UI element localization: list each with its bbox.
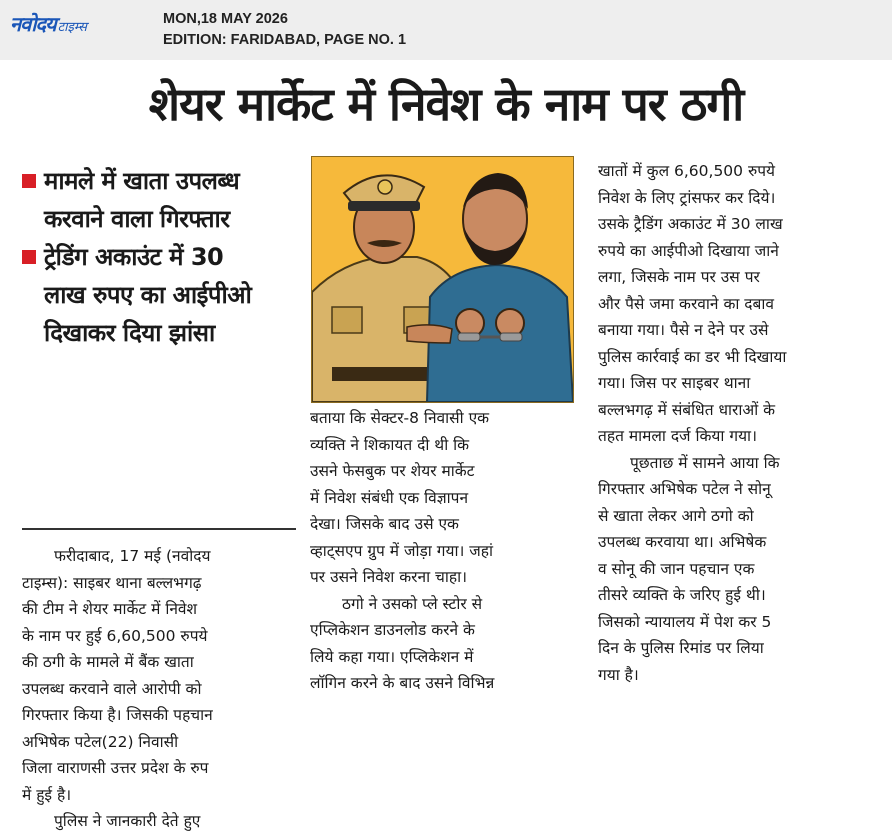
text-line: लगा, जिसके नाम पर उस पर xyxy=(598,268,760,286)
text-line: फरीदाबाद, 17 मई (नवोदय xyxy=(54,547,211,565)
logo-subtext: टाइम्स xyxy=(57,20,87,35)
subhead-divider xyxy=(22,528,296,530)
text-line: दिन के पुलिस रिमांड पर लिया xyxy=(598,639,764,657)
text-line: तीसरे व्यक्ति के जरिए हुई थी। xyxy=(598,586,766,604)
text-line: के नाम पर हुई 6,60,500 रुपये xyxy=(22,626,208,645)
subhead-line: लाख रुपए का आईपीओ xyxy=(44,281,252,309)
text-line: और पैसे जमा करवाने का दबाव xyxy=(598,294,775,313)
text-line: बल्लभगढ़ में संबंधित धाराओं के xyxy=(598,400,776,419)
subhead-line: मामले में खाता उपलब्ध xyxy=(44,167,240,195)
text-line: अभिषेक पटेल(22) निवासी xyxy=(22,732,179,751)
text-line: टाइम्स): साइबर थाना बल्लभगढ़ xyxy=(22,573,202,592)
text-line: गया। जिस पर साइबर थाना xyxy=(598,374,751,392)
text-line: व्यक्ति ने शिकायत दी थी कि xyxy=(310,435,470,454)
subheads xyxy=(22,162,294,352)
text-line: बनाया गया। पैसे न देने पर उसे xyxy=(598,321,769,339)
text-line: बताया कि सेक्टर-8 निवासी एक xyxy=(310,409,490,427)
logo-text: नवोदय xyxy=(10,12,56,36)
text-line: निवेश के लिए ट्रांसफर कर दिये। xyxy=(598,188,776,207)
text-line: व्हाट्सएप ग्रुप में जोड़ा गया। जहां xyxy=(310,541,494,560)
text-line: ठगो ने उसको प्ले स्टोर से xyxy=(342,594,483,613)
text-line: उपलब्ध करवाने वाले आरोपी को xyxy=(22,679,202,698)
bullet-square-icon xyxy=(22,174,36,188)
text-line: गिरफ्तार किया है। जिसकी पहचान xyxy=(22,706,213,724)
text-line: व सोनू की जान पहचान एक xyxy=(598,559,755,578)
subhead-2 xyxy=(22,238,294,352)
subhead-1 xyxy=(22,162,294,238)
text-line: गिरफ्तार अभिषेक पटेल ने सोनू xyxy=(598,480,771,498)
text-line: तहत मामला दर्ज किया गया। xyxy=(598,427,757,445)
text-line: पुलिस ने जानकारी देते हुए xyxy=(54,812,201,830)
text-line: की टीम ने शेयर मार्केट में निवेश xyxy=(22,600,198,618)
text-line: खातों में कुल 6,60,500 रुपये xyxy=(598,162,776,180)
masthead-bar xyxy=(0,0,892,60)
text-line: लॉगिन करने के बाद उसने विभिन्न xyxy=(310,674,495,692)
subhead-line: दिखाकर दिया झांसा xyxy=(44,319,215,347)
text-line: उपलब्ध करवाया था। अभिषेक xyxy=(598,533,767,551)
text-line: की ठगी के मामले में बैंक खाता xyxy=(22,653,194,671)
edition-page: EDITION: FARIDABAD, PAGE NO. 1 xyxy=(163,32,407,48)
text-line: जिला वाराणसी उत्तर प्रदेश के रुप xyxy=(22,759,209,777)
text-line: से खाता लेकर आगे ठगो को xyxy=(598,506,754,525)
text-line: देखा। जिसके बाद उसे एक xyxy=(310,515,459,533)
text-line: पर उसने निवेश करना चाहा। xyxy=(310,568,468,586)
text-line: गया है। xyxy=(598,665,639,684)
newspaper-logo[interactable] xyxy=(10,10,87,37)
column-1 xyxy=(22,543,298,835)
arrest-illustration xyxy=(311,156,574,403)
text-line: जिसको न्यायालय में पेश कर 5 xyxy=(598,612,772,631)
bullet-square-icon xyxy=(22,250,36,264)
column-2 xyxy=(310,405,584,697)
police-arrest-icon xyxy=(312,157,573,402)
publication-date: MON,18 MAY 2026 xyxy=(163,11,288,27)
text-line: पुलिस कार्रवाई का डर भी दिखाया xyxy=(598,347,787,366)
text-line: उसके ट्रैडिंग अकाउंट में 30 लाख xyxy=(598,215,783,233)
text-line: रुपये का आईपीओ दिखाया जाने xyxy=(598,241,779,260)
text-line: में निवेश संबंधी एक विज्ञापन xyxy=(310,488,469,507)
article-headline: शेयर मार्केट में निवेश के नाम पर ठगी xyxy=(148,77,744,131)
article-body xyxy=(10,150,882,830)
subhead-line: ट्रेडिंग अकाउंट में 30 xyxy=(44,243,224,271)
subhead-line: करवाने वाला गिरफ्तार xyxy=(44,205,230,233)
edition-info xyxy=(163,9,406,51)
column-3 xyxy=(598,158,874,688)
text-line: में हुई है। xyxy=(22,785,72,804)
text-line: लिये कहा गया। एप्लिकेशन में xyxy=(310,647,474,666)
text-line: उसने फेसबुक पर शेयर मार्केट xyxy=(310,462,475,480)
text-line: पूछताछ में सामने आया कि xyxy=(630,453,780,472)
text-line: एप्लिकेशन डाउनलोड करने के xyxy=(310,621,475,639)
